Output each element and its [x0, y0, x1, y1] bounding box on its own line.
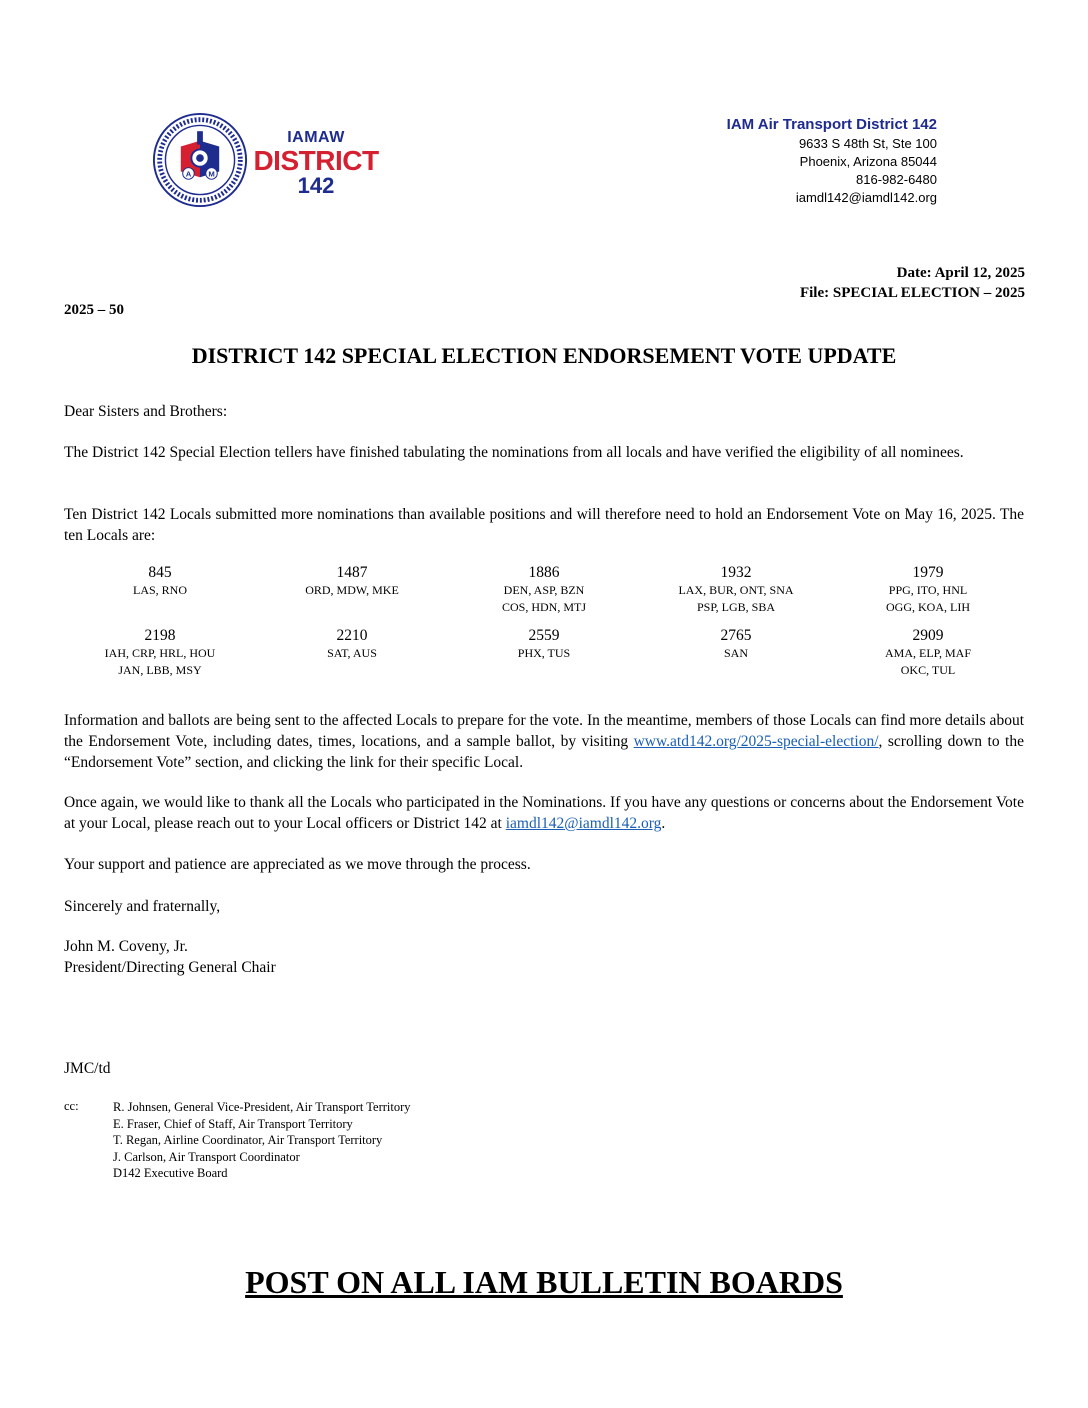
local-number: 2210	[336, 627, 368, 644]
local-number: 2765	[720, 627, 752, 644]
local-number: 1886	[528, 564, 560, 581]
signer-name: John M. Coveny, Jr.	[64, 938, 188, 955]
page-title: DISTRICT 142 SPECIAL ELECTION ENDORSEMENT VOTE UPDATE	[191, 343, 897, 368]
local-number: 2198	[144, 627, 176, 644]
local-number: 2909	[912, 627, 944, 644]
local-number: 845	[148, 564, 172, 581]
signature-block	[64, 936, 1024, 978]
local-airports: ORD, MDW, MKE	[305, 583, 399, 597]
iam-seal-logo-icon	[152, 112, 248, 208]
logo-district-text: DISTRICT	[253, 145, 379, 176]
cc-label: cc:	[64, 1099, 79, 1113]
cc-recipient: J. Carlson, Air Transport Coordinator	[113, 1149, 300, 1164]
local-entry	[640, 626, 832, 679]
local-entry	[832, 563, 1024, 616]
paragraph-4	[64, 792, 1024, 834]
cc-recipient: E. Fraser, Chief of Staff, Air Transport Territory	[113, 1116, 353, 1131]
local-entry	[64, 626, 256, 679]
local-entry	[448, 563, 640, 616]
address-block	[727, 115, 937, 207]
closing: Sincerely and fraternally,	[64, 898, 221, 915]
local-airports: SAT, AUS	[327, 646, 377, 660]
initials: JMC/td	[64, 1060, 111, 1077]
local-airports: LAX, BUR, ONT, SNA PSP, LGB, SBA	[678, 583, 794, 614]
local-entry	[256, 563, 448, 616]
local-number: 1979	[912, 564, 944, 581]
local-airports: DEN, ASP, BZN COS, HDN, MTJ	[501, 583, 586, 614]
special-election-link[interactable]: www.atd142.org/2025-special-election/	[633, 733, 879, 750]
cc-recipient: T. Regan, Airline Coordinator, Air Transport Territory	[113, 1133, 383, 1147]
paragraph-1: The District 142 Special Election tellers have finished tabulating the nominations from all locals and have verified the eligibility of all nominees.	[64, 444, 964, 461]
local-airports: AMA, ELP, MAF OKC, TUL	[884, 646, 971, 677]
address-email: iamdl142@iamdl142.org	[795, 190, 937, 205]
document-meta	[800, 263, 1025, 303]
cc-recipient: R. Johnsen, General Vice-President, Air Transport Territory	[113, 1100, 411, 1114]
paragraph-3	[64, 710, 1024, 773]
document-reference: 2025 – 50	[64, 302, 124, 318]
paragraph-4-text: Once again, we would like to thank all the Locals who participated in the Nominations. If you have any questions or concerns about the Endorsement Vote at your Local, please reach out to your Local officers or District 142 at	[64, 794, 1024, 832]
local-entry	[448, 626, 640, 679]
local-airports: SAN	[723, 646, 748, 660]
svg-text:A: A	[185, 169, 192, 179]
local-airports: LAS, RNO	[132, 583, 187, 597]
local-airports: PPG, ITO, HNL OGG, KOA, LIH	[886, 583, 970, 614]
email-link[interactable]: iamdl142@iamdl142.org	[505, 815, 662, 832]
local-airports: IAH, CRP, HRL, HOU JAN, LBB, MSY	[104, 646, 216, 677]
logo-number-text: 142	[297, 173, 335, 198]
local-entry	[640, 563, 832, 616]
local-entry	[64, 563, 256, 616]
cc-list	[113, 1099, 411, 1182]
paragraph-5: Your support and patience are appreciated as we move through the process.	[64, 856, 531, 873]
footer-notice: POST ON ALL IAM BULLETIN BOARDS	[245, 1264, 843, 1300]
locals-grid	[64, 563, 1024, 679]
logo-wordmark	[246, 130, 386, 197]
paragraph-3-text: Information and ballots are being sent to the affected Locals to prepare for the vote. In the meantime, members of those Locals can find more details about the Endorsement Vote, including dates, times, locations, and a sample ballot, by visiting	[64, 712, 1024, 750]
local-number: 1932	[720, 564, 752, 581]
paragraph-2: Ten District 142 Locals submitted more nominations than available positions and will therefore need to hold an Endorsement Vote on May 16, 2025. The ten Locals are:	[64, 506, 1024, 544]
local-number: 2559	[528, 627, 560, 644]
local-entry	[256, 626, 448, 679]
svg-text:M: M	[208, 169, 215, 179]
local-number: 1487	[336, 564, 368, 581]
address-city: Phoenix, Arizona 85044	[799, 154, 937, 169]
local-entry	[832, 626, 1024, 679]
cc-recipient: D142 Executive Board	[113, 1166, 228, 1180]
address-phone: 816-982-6480	[856, 172, 937, 187]
address-street: 9633 S 48th St, Ste 100	[798, 136, 937, 151]
org-name: IAM Air Transport District 142	[726, 116, 937, 133]
local-airports: PHX, TUS	[517, 646, 571, 660]
document-file: File: SPECIAL ELECTION – 2025	[799, 285, 1025, 301]
document-date: Date: April 12, 2025	[896, 265, 1025, 281]
greeting: Dear Sisters and Brothers:	[64, 403, 228, 420]
logo-iamaw-text: IAMAW	[287, 129, 345, 146]
paragraph-3-text-end: , scrolling down to the “Endorsement Vote” section, and clicking the link for their specific Local.	[64, 733, 1024, 771]
signer-title: President/Directing General Chair	[64, 959, 276, 976]
paragraph-4-text-end: .	[661, 815, 666, 832]
